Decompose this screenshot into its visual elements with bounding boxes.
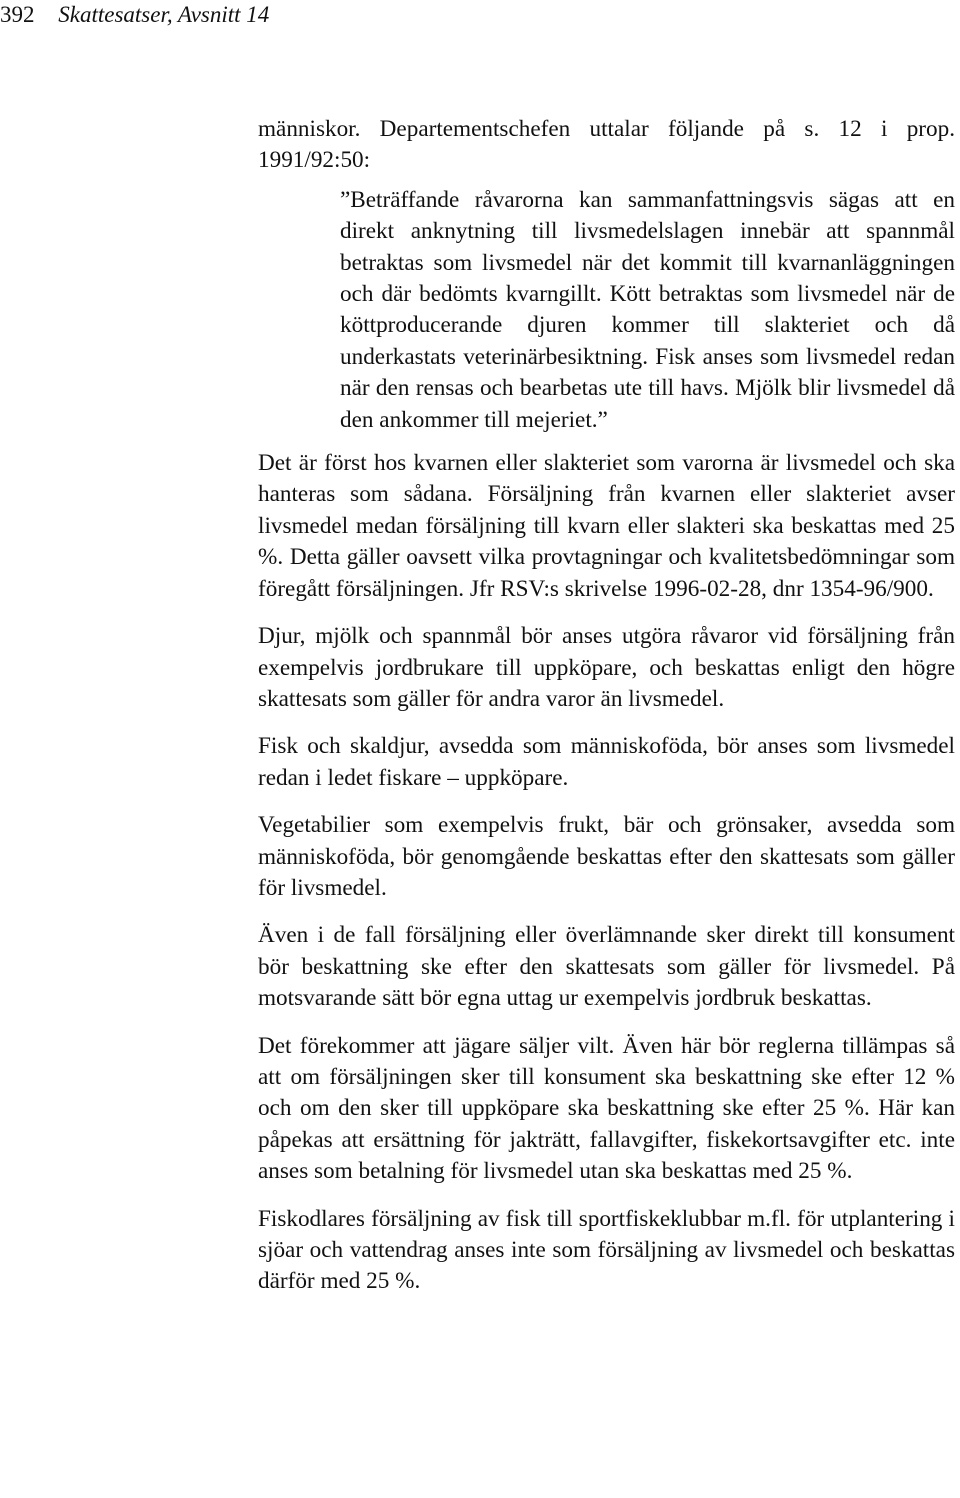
- running-title: Skattesatser, Avsnitt 14: [58, 2, 270, 27]
- page-number: 392: [0, 2, 35, 27]
- paragraph-2: Djur, mjölk och spannmål bör anses utgöra råvaror vid försäljning från exempelvis jordbrukare till uppköpare, och beskattas enligt den högre skattesats som gäller för andra varor än livsmedel.: [258, 623, 955, 712]
- paragraph-3: Fisk och skaldjur, avsedda som människoföda, bör anses som livsmedel redan i ledet fiskare – uppköpare.: [258, 733, 955, 791]
- page-header: [0, 0, 269, 30]
- body-text: [258, 114, 955, 1314]
- paragraph-7: Fiskodlares försäljning av fisk till sportfiskeklubbar m.fl. för utplantering i sjöar och vattendrag anses inte som försäljning av livsmedel och beskattas därför med 25 %.: [258, 1205, 955, 1295]
- block-quote: ”Beträffande råvarorna kan sammanfattningsvis sägas att en direkt anknytning till livsmedelslagen innebär att spannmål betraktas som livsmedel när det kommit till kvarnanläggningen och där bedömts kvarngillt. Kött betraktas som livsmedel när de köttproducerande djuren kommer till slakteriet och då underkastats veterinärbesiktning. Fisk anses som livsmedel redan när den rensas och bearbetas ute till havs. Mjölk blir livsmedel då den ankommer till mejeriet.”: [340, 186, 955, 433]
- paragraph-5: Även i de fall försäljning eller överlämnande sker direkt till konsument bör beskattning ske efter den skattesats som gäller för livsmedel. På motsvarande sätt bör egna uttag ur exempelvis jordbruk beskattas.: [258, 922, 955, 1012]
- paragraph-6: Det förekommer att jägare säljer vilt. Även här bör reglerna tillämpas så att om försäljningen sker till konsument ska beskattning ske efter 12 % och om den sker till uppköpare ska beskattning ske efter 25 %. Här kan påpekas att ersättning för jakträtt, fallavgifter, fiskekortsavgifter etc. inte anses som betalning för livsmedel utan ska beskattas med 25 %.: [258, 1032, 955, 1185]
- intro-paragraph: människor. Departementschefen uttalar följande på s. 12 i prop. 1991/92:50:: [258, 116, 955, 174]
- paragraph-4: Vegetabilier som exempelvis frukt, bär och grönsaker, avsedda som människoföda, bör genomgående beskattas efter den skattesats som gäller för livsmedel.: [258, 812, 955, 901]
- paragraph-1: Det är först hos kvarnen eller slakteriet som varorna är livsmedel och ska hanteras som sådana. Försäljning från kvarnen eller slakteriet avser livsmedel medan försäljning till kvarn eller slakteri ska beskattas med 25 %. Detta gäller oavsett vilka provtagningar och kvalitetsbedömningar som föregått försäljningen. Jfr RSV:s skrivelse 1996-02-28, dnr 1354-96/900.: [258, 450, 955, 602]
